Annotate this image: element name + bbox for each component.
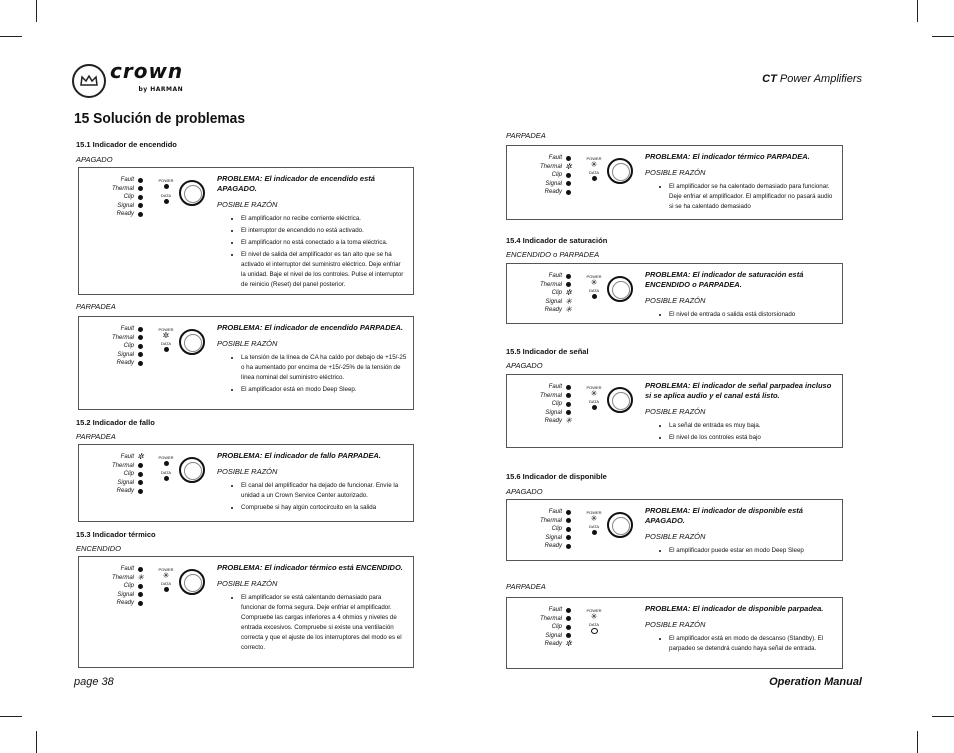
- thermal-led-icon: [138, 335, 143, 340]
- section-heading: 15.2 Indicador de fallo: [76, 418, 155, 427]
- led-column: Fault Thermal Clip Signal Ready ✲: [539, 607, 572, 649]
- clip-blink-icon: ✲: [565, 288, 572, 298]
- power-data-leds: POWER ✲ DATA: [157, 327, 175, 356]
- power-knob-icon: [179, 457, 205, 483]
- power-on-icon: ✳: [590, 514, 598, 523]
- crop-mark: [0, 36, 22, 37]
- problem-text: PROBLEMA: El indicador de señal parpadea incluso si se aplica audio y el canal está listo.: [645, 381, 832, 400]
- state-label: ENCENDIDO o PARPADEA: [506, 250, 600, 259]
- ready-on-icon: ✳: [565, 416, 572, 426]
- troubleshoot-panel: [78, 167, 414, 295]
- signal-led-icon: [566, 410, 571, 415]
- data-led-icon: [164, 199, 169, 204]
- troubleshoot-panel: [506, 263, 843, 324]
- led-column: Fault Thermal Clip Signal Ready: [85, 325, 145, 368]
- problem-text: PROBLEMA: El indicador de disponible parpadea.: [645, 604, 824, 613]
- signal-led-icon: [138, 592, 143, 597]
- section-heading: 15.5 Indicador de señal: [506, 347, 589, 356]
- problem-text: PROBLEMA: El indicador térmico PARPADEA.: [645, 152, 810, 161]
- logo-word: crown: [110, 59, 184, 83]
- power-knob-icon: [607, 387, 633, 413]
- problem-text: PROBLEMA: El indicador térmico está ENCENDIDO.: [217, 563, 403, 572]
- data-led-icon: [592, 176, 597, 181]
- fault-led-icon: [566, 156, 571, 161]
- cause-item: • El amplificador no está conectado a la toma eléctrica.: [241, 238, 407, 248]
- thermal-led-icon: [566, 616, 571, 621]
- cause-item: • El interruptor de encendido no está activado.: [241, 226, 407, 236]
- power-knob-icon: [179, 569, 205, 595]
- power-data-leds: POWER DATA: [157, 455, 175, 485]
- power-data-leds: POWER ✳ DATA: [585, 510, 603, 539]
- data-led-icon: [164, 587, 169, 592]
- cause-item: • El amplificador está en modo de descanso (Standby). El parpadeo se detendrá cuando haya señal de entrada.: [669, 634, 836, 654]
- cause-label: POSIBLE RAZÓN: [217, 339, 278, 348]
- power-led-icon: [164, 461, 169, 466]
- cause-item: • El nivel de los controles está bajo: [669, 433, 836, 443]
- state-label: PARPADEA: [506, 582, 546, 591]
- state-label: PARPADEA: [506, 131, 546, 140]
- troubleshoot-panel: [78, 556, 414, 668]
- crown-icon: [72, 64, 106, 98]
- ready-led-icon: [138, 601, 143, 606]
- problem-text: PROBLEMA: El indicador de saturación está ENCENDIDO o PARPADEA.: [645, 270, 804, 289]
- signal-on-icon: ✳: [565, 296, 572, 306]
- led-column: Fault Thermal ✲ Clip Signal Ready: [539, 155, 572, 196]
- state-label: APAGADO: [506, 361, 543, 370]
- problem-text: PROBLEMA: El indicador de disponible está APAGADO.: [645, 506, 803, 525]
- led-column: Fault ✲ Thermal Clip Signal Ready: [111, 452, 144, 495]
- cause-item: • La señal de entrada es muy baja.: [669, 421, 836, 431]
- thermal-led-icon: [566, 393, 571, 398]
- crop-mark: [917, 731, 918, 753]
- cause-label: POSIBLE RAZÓN: [645, 620, 706, 629]
- ready-on-icon: ✳: [565, 305, 572, 315]
- power-blink-icon: ✲: [162, 331, 170, 340]
- power-data-leds: POWER ✳ DATA: [585, 274, 603, 303]
- section-heading: 15.6 Indicador de disponible: [506, 472, 607, 481]
- data-off-icon: [591, 628, 598, 634]
- power-on-icon: ✳: [590, 278, 598, 287]
- power-knob-icon: [607, 276, 633, 302]
- power-data-leds: POWER ✳ DATA: [585, 608, 603, 634]
- fault-led-icon: [138, 327, 143, 332]
- led-column: Fault Thermal Clip Signal Ready: [85, 176, 145, 219]
- crop-mark: [36, 0, 37, 22]
- clip-led-icon: [566, 402, 571, 407]
- thermal-on-icon: ✳: [137, 572, 144, 582]
- troubleshoot-panel: [506, 374, 843, 448]
- cause-item: • El amplificador está en modo Deep Sleep.: [241, 385, 407, 395]
- state-label: APAGADO: [506, 487, 543, 496]
- power-data-leds: POWER ✳ DATA: [157, 567, 175, 596]
- ready-led-icon: [138, 489, 143, 494]
- page-number: page 38: [74, 676, 114, 688]
- crop-mark: [917, 0, 918, 22]
- troubleshoot-panel: [78, 444, 414, 522]
- cause-item: • El amplificador no recibe corriente eléctrica.: [241, 214, 407, 224]
- data-led-icon: [592, 530, 597, 535]
- clip-led-icon: [138, 472, 143, 477]
- ready-blink-icon: ✲: [565, 639, 572, 649]
- cause-item: • La tensión de la línea de CA ha caído por debajo de +15/-25 o ha aumentado por encima de +15/-25% de la tensión de línea nominal del suministro eléctrico.: [241, 353, 407, 383]
- power-data-leds: POWER ✳ DATA: [585, 385, 603, 414]
- power-knob-icon: [607, 158, 633, 184]
- cause-label: POSIBLE RAZÓN: [645, 296, 706, 305]
- cause-item: • Compruebe si hay algún cortocircuito en la salida: [241, 503, 407, 513]
- product-name: CT Power Amplifiers: [762, 73, 862, 85]
- fault-led-icon: [566, 385, 571, 390]
- power-on-icon: ✳: [162, 571, 170, 580]
- manual-title: Operation Manual: [769, 676, 862, 688]
- signal-led-icon: [566, 181, 571, 186]
- troubleshoot-panel: [506, 499, 843, 561]
- problem-text: PROBLEMA: El indicador de encendido está APAGADO.: [217, 174, 375, 193]
- thermal-blink-icon: ✲: [565, 161, 572, 171]
- cause-label: POSIBLE RAZÓN: [645, 407, 706, 416]
- signal-led-icon: [566, 535, 571, 540]
- data-led-icon: [592, 405, 597, 410]
- thermal-led-icon: [138, 463, 143, 468]
- page-title: 15 Solución de problemas: [74, 110, 246, 127]
- clip-led-icon: [566, 625, 571, 630]
- section-heading: 15.4 Indicador de saturación: [506, 236, 608, 245]
- led-column: Fault Thermal Clip Signal Ready: [513, 508, 573, 551]
- cause-item: • El amplificador se está calentando demasiado para funcionar de forma segura. Deje enfriar el amplificador. Compruebe las cargas inferiores a 4 ohmios y niveles de entrada excesivos. Compruebe si existe una ventilación correcta y que el ajuste de los interruptores del modo es el correcto.: [241, 593, 407, 653]
- cause-item: • El nivel de entrada o salida está distorsionado: [669, 310, 836, 320]
- power-led-icon: [164, 184, 169, 189]
- clip-led-icon: [566, 527, 571, 532]
- data-led-icon: [592, 294, 597, 299]
- led-column: Fault Thermal Clip ✲ Signal ✳ Ready ✳: [539, 273, 572, 315]
- ready-led-icon: [138, 361, 143, 366]
- troubleshoot-panel: [506, 597, 843, 669]
- power-knob-icon: [179, 329, 205, 355]
- clip-led-icon: [566, 173, 571, 178]
- power-on-icon: ✳: [590, 612, 598, 621]
- section-heading: 15.1 Indicador de encendido: [76, 140, 177, 149]
- crop-mark: [36, 731, 37, 753]
- cause-item: • El amplificador puede estar en modo Deep Sleep: [669, 546, 836, 556]
- state-label: PARPADEA: [76, 432, 116, 441]
- signal-led-icon: [138, 352, 143, 357]
- problem-text: PROBLEMA: El indicador de encendido PARPADEA.: [217, 323, 403, 332]
- cause-item: • El amplificador se ha calentado demasiado para funcionar. Deje enfriar el amplificador. El amplificador no pasará audio si se ha calentado demasiado: [669, 182, 836, 212]
- fault-led-icon: [138, 567, 143, 572]
- power-on-icon: ✳: [590, 389, 598, 398]
- cause-label: POSIBLE RAZÓN: [217, 200, 278, 209]
- state-label: ENCENDIDO: [76, 544, 122, 553]
- data-led-icon: [164, 476, 169, 481]
- cause-item: • El canal del amplificador ha dejado de funcionar. Envíe la unidad a un Crown Service Center autorizado.: [241, 481, 407, 501]
- state-label: APAGADO: [76, 155, 113, 164]
- clip-led-icon: [138, 344, 143, 349]
- cause-label: POSIBLE RAZÓN: [645, 532, 706, 541]
- signal-led-icon: [138, 203, 143, 208]
- state-label: PARPADEA: [76, 302, 116, 311]
- power-data-leds: POWER ✳ DATA: [585, 156, 603, 185]
- ready-led-icon: [566, 544, 571, 549]
- crop-mark: [932, 36, 954, 37]
- ready-led-icon: [138, 212, 143, 217]
- clip-led-icon: [138, 584, 143, 589]
- section-heading: 15.3 Indicador térmico: [76, 530, 156, 539]
- fault-blink-icon: ✲: [137, 452, 144, 462]
- crop-mark: [0, 716, 22, 717]
- signal-led-icon: [138, 480, 143, 485]
- thermal-led-icon: [138, 186, 143, 191]
- power-knob-icon: [179, 180, 205, 206]
- cause-label: POSIBLE RAZÓN: [645, 168, 706, 177]
- problem-text: PROBLEMA: El indicador de fallo PARPADEA.: [217, 451, 381, 460]
- fault-led-icon: [138, 178, 143, 183]
- clip-led-icon: [138, 195, 143, 200]
- cause-item: • El nivel de salida del amplificador es tan alto que se ha activado el interruptor del suministro eléctrico. Deje enfriar la unidad. Baje el nivel de los controles. Pulse el interruptor de reinicio (Reset) del panel posterior.: [241, 250, 407, 290]
- thermal-led-icon: [566, 518, 571, 523]
- troubleshoot-panel: [506, 145, 843, 220]
- cause-label: POSIBLE RAZÓN: [217, 467, 278, 476]
- fault-led-icon: [566, 510, 571, 515]
- thermal-led-icon: [566, 282, 571, 287]
- data-led-icon: [164, 347, 169, 352]
- led-column: Fault Thermal ✳ Clip Signal Ready: [111, 566, 144, 607]
- cause-label: POSIBLE RAZÓN: [217, 579, 278, 588]
- crop-mark: [932, 716, 954, 717]
- troubleshoot-panel: [78, 316, 414, 410]
- ready-led-icon: [566, 190, 571, 195]
- power-data-leds: POWER DATA: [157, 178, 175, 208]
- led-column: Fault Thermal Clip Signal Ready ✳: [539, 384, 572, 426]
- fault-led-icon: [566, 608, 571, 613]
- fault-led-icon: [566, 274, 571, 279]
- power-on-icon: ✳: [590, 160, 598, 169]
- logo-sub: by HARMAN: [138, 86, 184, 93]
- power-knob-icon: [607, 512, 633, 538]
- signal-led-icon: [566, 633, 571, 638]
- crown-logo: [72, 59, 184, 99]
